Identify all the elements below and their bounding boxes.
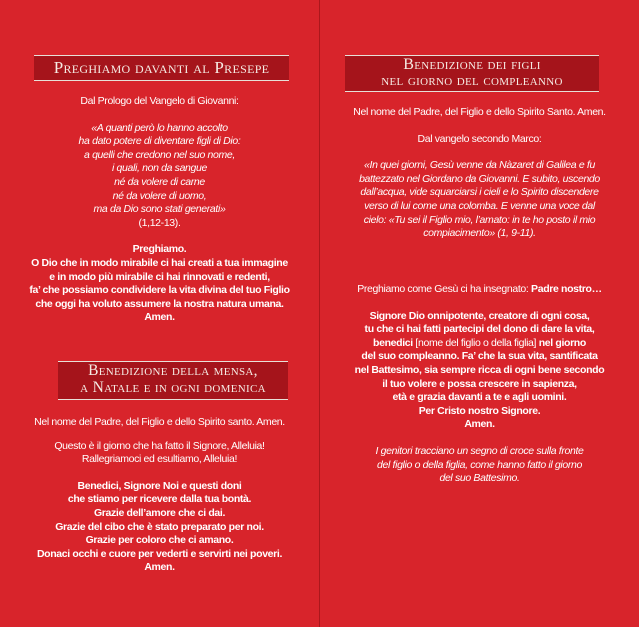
quote-line: battezzato nel Giordano da Giovanni. E subito, uscendo bbox=[359, 172, 600, 185]
prayer-line: che oggi ha voluto assumere la nostra natura umana. bbox=[35, 297, 284, 310]
blessing-line: Per Cristo nostro Signore. bbox=[418, 404, 541, 417]
rubric-line: I genitori tracciano un segno di croce sulla fronte bbox=[375, 444, 584, 457]
quote-line: verso di lui come una colomba. E venne una voce dal bbox=[364, 199, 595, 212]
blessing-line: età e grazia davanti a te e agli uomini. bbox=[392, 391, 567, 404]
prayer-line: fa’ che possiamo condividere la vita divina del tuo Figlio bbox=[29, 284, 290, 297]
heading-mensa bbox=[58, 361, 288, 400]
gospel-intro: Dal vangelo secondo Marco: bbox=[417, 132, 542, 145]
quote-line: né da volere di uomo, bbox=[112, 189, 207, 202]
prologue-intro: Dal Prologo del Vangelo di Giovanni: bbox=[80, 95, 239, 107]
gospel-reference: (1,12-13). bbox=[138, 216, 181, 229]
blessing-line: Donaci occhi e cuore per vederti e servirti nei poveri. bbox=[36, 547, 283, 560]
quote-line: dall’acqua, vide squarciarsi i cieli e lo Spirito discendere bbox=[360, 186, 599, 199]
heading-figli-line: nel giorno del compleanno bbox=[381, 72, 563, 89]
blessing-line: nel Battesimo, sia sempre ricca di ogni bene secondo bbox=[354, 363, 605, 376]
lords-prayer-line bbox=[320, 283, 639, 297]
quote-line: «A quanti però lo hanno accolto bbox=[91, 121, 228, 134]
psalm-line: Questo è il giorno che ha fatto il Signore, Alleluia! bbox=[54, 439, 265, 452]
blessing-line bbox=[320, 337, 639, 351]
trinity-line: Nel nome del Padre, del Figlio e dello Spirito Santo. Amen. bbox=[353, 106, 606, 118]
blessing-line: Benedici, Signore Noi e questi doni bbox=[77, 479, 242, 492]
quote-line: «In quei giorni, Gesù venne da Nàzaret di Galilea e fu bbox=[364, 159, 595, 172]
mensa-section bbox=[0, 416, 319, 575]
rubric-line: del figlio o della figlia, come hanno fatto il giorno bbox=[376, 458, 582, 471]
quote-line: né da volere di carne bbox=[114, 175, 205, 188]
rubric-line: del suo Battesimo. bbox=[439, 472, 520, 485]
blessing-line: il tuo volere e possa crescere in sapienza, bbox=[382, 377, 577, 390]
trinity-line: Nel nome del Padre, del Figlio e dello Spirito santo. Amen. bbox=[34, 416, 285, 428]
lords-prayer-intro: Preghiamo come Gesù ci ha insegnato: bbox=[357, 283, 532, 295]
quote-line: ma da Dio sono stati generati» bbox=[93, 203, 226, 216]
prayer-line: Amen. bbox=[144, 311, 175, 324]
prayer-line: e in modo più mirabile ci hai rinnovati e redenti, bbox=[49, 270, 270, 283]
blessing-line: Grazie del cibo che è stato preparato per noi. bbox=[55, 520, 264, 533]
quote-line: compiacimento» (1, 9-11). bbox=[423, 227, 536, 240]
blessing-line: che stiamo per ricevere dalla tua bontà. bbox=[67, 493, 252, 506]
blessing-line: Grazie dell’amore che ci dai. bbox=[93, 506, 226, 519]
right-page bbox=[320, 0, 639, 627]
blessing-line: Signore Dio onnipotente, creatore di ogni cosa, bbox=[369, 309, 590, 322]
psalm-line: Rallegriamoci ed esultiamo, Alleluia! bbox=[81, 453, 238, 466]
quote-line: i quali, non da sangue bbox=[111, 162, 208, 175]
lords-prayer-bold: Padre nostro… bbox=[531, 283, 602, 295]
figli-section bbox=[320, 106, 639, 241]
left-page bbox=[0, 0, 319, 627]
quote-line: cielo: «Tu sei il Figlio mio, l’amato: in te ho posto il mio bbox=[363, 213, 596, 226]
blessing-line: del suo compleanno. Fa’ che la sua vita, santificata bbox=[361, 350, 598, 363]
presepe-section bbox=[0, 95, 319, 325]
quote-line: ha dato potere di diventare figli di Dio: bbox=[78, 135, 241, 148]
padre-nostro-section bbox=[320, 283, 639, 486]
blessing-line: Grazie per coloro che ci amano. bbox=[85, 534, 234, 547]
blessing-placeholder: [nome del figlio o della figlia] bbox=[415, 336, 537, 349]
heading-presepe bbox=[34, 55, 289, 81]
heading-figli-line: Benedizione dei figli bbox=[403, 56, 541, 73]
heading-mensa-line: Benedizione della mensa, bbox=[88, 362, 258, 379]
blessing-line: tu che ci hai fatti partecipi del dono di dare la vita, bbox=[364, 323, 595, 336]
blessing-line: Amen. bbox=[144, 561, 175, 574]
blessing-line: Amen. bbox=[464, 418, 495, 431]
blessing-bold: nel giorno bbox=[536, 336, 586, 349]
blessing-bold: benedici bbox=[373, 336, 416, 349]
prayer-line: Preghiamo. bbox=[132, 243, 187, 256]
prayer-line: O Dio che in modo mirabile ci hai creati a tua immagine bbox=[31, 256, 288, 269]
heading-mensa-line: a Natale e in ogni domenica bbox=[80, 378, 266, 396]
heading-presepe-text: Preghiamo davanti al Presepe bbox=[53, 58, 270, 77]
heading-figli bbox=[345, 55, 599, 92]
quote-line: a quelli che credono nel suo nome, bbox=[84, 148, 235, 161]
